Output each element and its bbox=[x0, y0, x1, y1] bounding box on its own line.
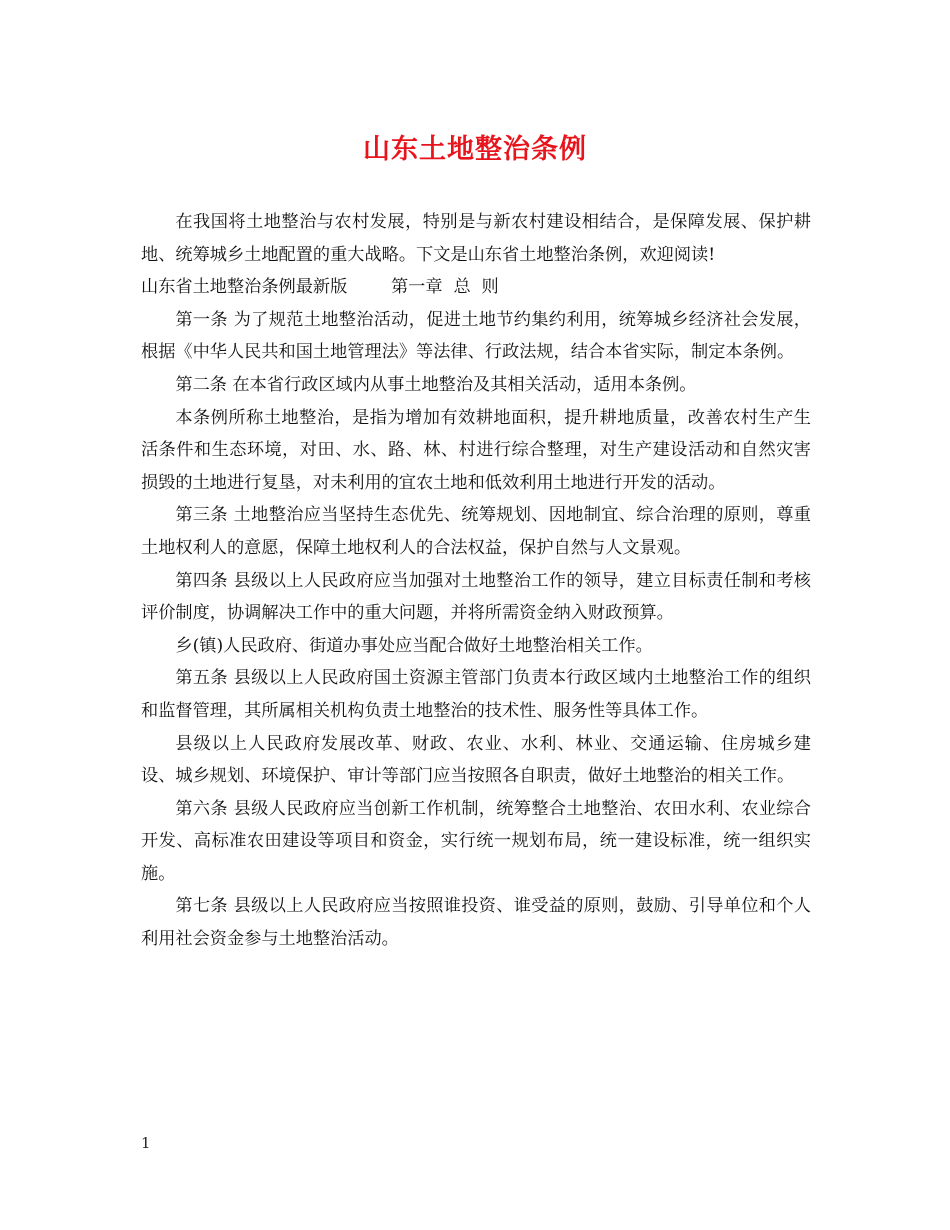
article-paragraph: 第二条 在本省行政区域内从事土地整治及其相关活动，适用本条例。 bbox=[175, 374, 697, 395]
document-body bbox=[141, 206, 811, 956]
article-paragraph: 县级以上人民政府发展改革、财政、农业、水利、林业、交通运输、住房城乡建设、城乡规划、环境保护、审计等部门应当按照各自职责，做好土地整治的相关工作。 bbox=[141, 733, 811, 787]
article-paragraph: 乡(镇)人民政府、街道办事处应当配合做好土地整治相关工作。 bbox=[175, 635, 653, 656]
chapter-subheading: 山东省土地整治条例最新版 第一章 总 则 bbox=[141, 277, 499, 298]
article-paragraph: 第一条 为了规范土地整治活动，促进土地节约集约利用，统筹城乡经济社会发展，根据《中华人民共和国土地管理法》等法律、行政法规，结合本省实际，制定本条例。 bbox=[141, 309, 811, 363]
article-paragraph: 第三条 土地整治应当坚持生态优先、统筹规划、因地制宜、综合治理的原则，尊重土地权利人的意愿，保障土地权利人的合法权益，保护自然与人文景观。 bbox=[141, 505, 811, 558]
article-paragraph: 本条例所称土地整治，是指为增加有效耕地面积，提升耕地质量，改善农村生产生活条件和生态环境，对田、水、路、林、村进行综合整理，对生产建设活动和自然灾害损毁的土地进行复垦，对未利用的宜农土地和低效利用土地进行开发的活动。 bbox=[141, 407, 811, 493]
article-paragraph: 第四条 县级以上人民政府应当加强对土地整治工作的领导，建立目标责任制和考核评价制度，协调解决工作中的重大问题，并将所需资金纳入财政预算。 bbox=[141, 570, 811, 624]
intro-paragraph: 在我国将土地整治与农村发展，特别是与新农村建设相结合，是保障发展、保护耕地、统筹城乡土地配置的重大战略。下文是山东省土地整治条例，欢迎阅读! bbox=[141, 212, 811, 265]
page-number: 1 bbox=[141, 1134, 151, 1152]
article-paragraph: 第五条 县级以上人民政府国土资源主管部门负责本行政区域内土地整治工作的组织和监督管理，其所属相关机构负责土地整治的技术性、服务性等具体工作。 bbox=[141, 668, 811, 721]
article-paragraph: 第六条 县级人民政府应当创新工作机制，统筹整合土地整治、农田水利、农业综合开发、高标准农田建设等项目和资金，实行统一规划布局，统一建设标准，统一组织实施。 bbox=[141, 798, 811, 884]
article-paragraph: 第七条 县级以上人民政府应当按照谁投资、谁受益的原则，鼓励、引导单位和个人利用社会资金参与土地整治活动。 bbox=[141, 896, 811, 950]
document-title: 山东土地整治条例 bbox=[363, 134, 587, 165]
